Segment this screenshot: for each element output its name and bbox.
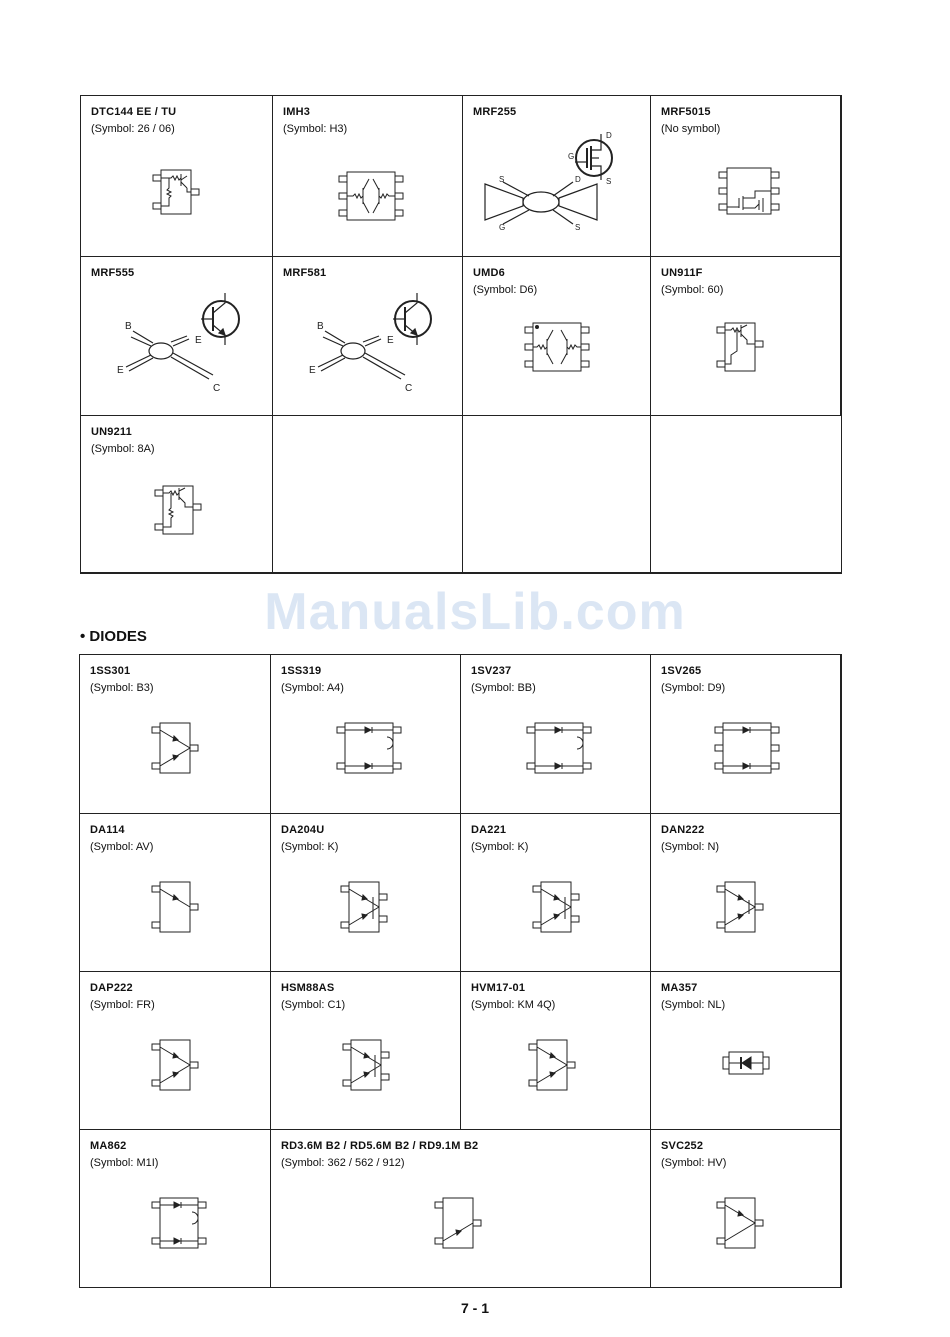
part-cell-un911f <box>651 257 841 416</box>
pin-label: S <box>499 175 505 184</box>
package-diagram <box>146 878 216 938</box>
part-name: MRF255 <box>473 106 517 118</box>
package-diagram <box>711 162 791 222</box>
part-cell-1ss301 <box>80 655 271 814</box>
part-name: MRF555 <box>91 267 135 279</box>
part-name: 1SS319 <box>281 665 322 677</box>
package-diagram <box>146 1036 216 1096</box>
part-symbol-code: (Symbol: KM 4Q) <box>471 999 556 1011</box>
part-symbol-code: (Symbol: A4) <box>281 682 344 694</box>
part-symbol-code: (Symbol: N) <box>661 841 720 853</box>
part-cell-svc252 <box>651 1130 841 1287</box>
part-cell-mrf5015 <box>651 96 841 257</box>
part-symbol-code: (Symbol: 362 / 562 / 912) <box>281 1157 405 1169</box>
part-cell-1sv237 <box>461 655 651 814</box>
part-name: MRF581 <box>283 267 327 279</box>
package-diagram <box>711 1194 781 1254</box>
part-symbol-code: (Symbol: K) <box>281 841 339 853</box>
part-cell-imh3 <box>273 96 463 257</box>
part-cell-mrf555 <box>81 257 273 416</box>
part-cell-da114 <box>80 814 271 972</box>
part-name: MA862 <box>90 1140 127 1152</box>
pin-label: C <box>405 383 413 394</box>
part-symbol-code: (No symbol) <box>661 123 721 135</box>
pin-label: D <box>606 131 612 140</box>
part-name: DA114 <box>90 824 125 836</box>
part-cell-mrf581 <box>273 257 463 416</box>
pin-label: D <box>575 175 581 184</box>
part-symbol-code: (Symbol: D6) <box>473 284 538 296</box>
part-name: DA221 <box>471 824 507 836</box>
part-symbol-code: (Symbol: D9) <box>661 682 726 694</box>
package-diagram <box>711 878 781 938</box>
package-diagram <box>519 319 599 379</box>
part-cell-1sv265 <box>651 655 841 814</box>
part-cell-umd6 <box>463 257 651 416</box>
part-cell-dap222 <box>80 972 271 1130</box>
part-name: 1SV237 <box>471 665 512 677</box>
package-diagram <box>463 124 643 254</box>
package-diagram <box>146 719 216 779</box>
pin-label: C <box>213 383 221 394</box>
part-name: UN9211 <box>91 426 132 438</box>
part-symbol-code: (Symbol: 26 / 06) <box>91 123 175 135</box>
part-symbol-code: (Symbol: HV) <box>661 1157 727 1169</box>
pin-label: G <box>499 223 506 232</box>
part-name: SVC252 <box>661 1140 704 1152</box>
part-name: 1SS301 <box>90 665 131 677</box>
part-cell-dtc144ee <box>81 96 273 257</box>
package-diagram <box>149 482 219 542</box>
part-name: 1SV265 <box>661 665 702 677</box>
pin-label: S <box>575 223 581 232</box>
part-cell-da221 <box>461 814 651 972</box>
empty-cell <box>463 416 651 573</box>
part-name: HSM88AS <box>281 982 335 994</box>
part-symbol-code: (Symbol: FR) <box>90 999 155 1011</box>
package-diagram <box>337 1036 407 1096</box>
part-symbol-code: (Symbol: K) <box>471 841 529 853</box>
part-symbol-code: (Symbol: AV) <box>90 841 154 853</box>
part-name: DA204U <box>281 824 325 836</box>
package-diagram <box>149 164 219 224</box>
part-cell-ma357 <box>651 972 841 1130</box>
package-diagram <box>709 719 789 779</box>
part-name: RD3.6M B2 / RD5.6M B2 / RD9.1M B2 <box>281 1140 479 1152</box>
package-diagram <box>333 166 413 226</box>
part-cell-da204u <box>271 814 461 972</box>
part-symbol-code: (Symbol: H3) <box>283 123 348 135</box>
part-name: HVM17-01 <box>471 982 526 994</box>
part-name: DAP222 <box>90 982 133 994</box>
package-diagram <box>331 719 411 779</box>
part-cell-hvm17-01 <box>461 972 651 1130</box>
part-symbol-code: (Symbol: C1) <box>281 999 346 1011</box>
package-diagram <box>521 719 601 779</box>
part-name: DTC144 EE / TU <box>91 106 177 118</box>
part-name: MRF5015 <box>661 106 711 118</box>
part-cell-rd3.6m-b2 <box>271 1130 651 1287</box>
package-diagram <box>335 878 405 938</box>
pin-label: E <box>195 335 202 346</box>
empty-cell <box>273 416 463 573</box>
pin-label: E <box>387 335 394 346</box>
part-name: UN911F <box>661 267 703 279</box>
part-name: UMD6 <box>473 267 505 279</box>
pin-label: E <box>117 365 124 376</box>
part-cell-mrf255 <box>463 96 651 257</box>
package-diagram <box>711 319 781 379</box>
part-cell-dan222 <box>651 814 841 972</box>
part-name: DAN222 <box>661 824 705 836</box>
part-symbol-code: (Symbol: BB) <box>471 682 536 694</box>
package-diagram <box>146 1194 216 1254</box>
pin-label: B <box>125 321 132 332</box>
part-symbol-code: (Symbol: 60) <box>661 284 724 296</box>
watermark: ManualsLib.com <box>264 583 686 641</box>
transistor-table <box>80 95 842 574</box>
package-diagram <box>273 287 453 412</box>
package-diagram <box>715 1048 785 1078</box>
part-cell-1ss319 <box>271 655 461 814</box>
diode-table <box>79 654 842 1288</box>
part-symbol-code: (Symbol: M1I) <box>90 1157 159 1169</box>
pin-label: G <box>568 152 575 161</box>
part-name: MA357 <box>661 982 698 994</box>
part-cell-un9211 <box>81 416 273 573</box>
pin-label: E <box>309 365 316 376</box>
section-heading-diodes: • DIODES <box>80 628 147 645</box>
pin-label: S <box>606 177 612 186</box>
page-number: 7 - 1 <box>460 1300 489 1316</box>
package-diagram <box>81 287 261 412</box>
package-diagram <box>527 878 597 938</box>
part-symbol-code: (Symbol: 8A) <box>91 443 155 455</box>
pin-label: B <box>317 321 324 332</box>
part-name: IMH3 <box>283 106 311 118</box>
part-cell-ma862 <box>80 1130 271 1287</box>
part-symbol-code: (Symbol: B3) <box>90 682 154 694</box>
part-cell-hsm88as <box>271 972 461 1130</box>
empty-cell <box>651 416 841 573</box>
package-diagram <box>523 1036 593 1096</box>
part-symbol-code: (Symbol: NL) <box>661 999 726 1011</box>
package-diagram <box>429 1194 499 1254</box>
